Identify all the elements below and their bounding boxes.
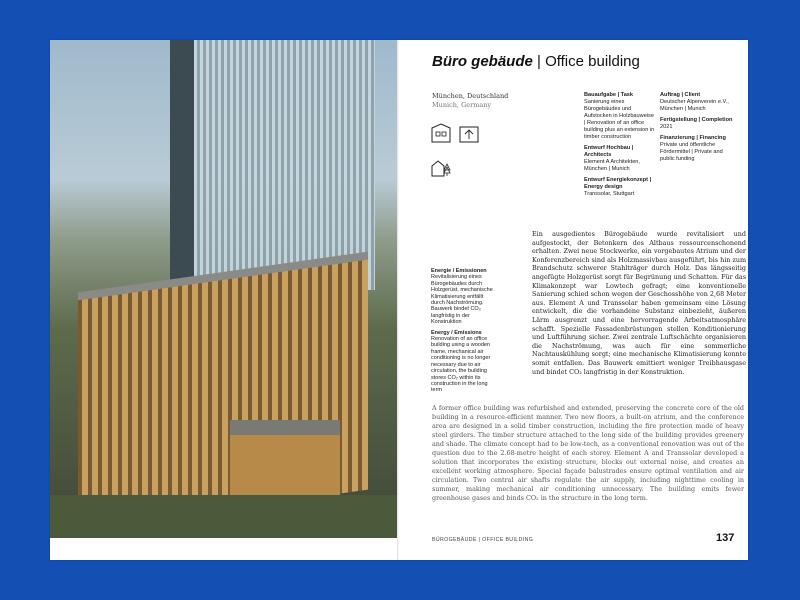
caption-de-label: Energie / Emissionen — [431, 268, 487, 274]
body-text-de: Ein ausgedientes Bürogebäude wurde revitalisiert und aufgestockt, der Betonkern des Altbaus ressourcenschonend erhalten. Zwei neue Stockwerke, ein vorgebautes Atrium und der Konferenzbereich sind als Holzmassivbau ausgeführt, bis hin zum Brandschutz schwerer Stahlträger durch Holz. Das längsseitig angefügte Holzgerüst sorgt für Begrünung und Schatten. Für das Klimakonzept war Lowtech gefragt; eine konventionelle Sanierung schied schon wegen der Geschosshöhe von 2,68 Meter aus. Element A und Transsolar haben gemeinsam eine Lösung entwickelt, die die vorhandene Substanz einbezieht, äußeren Lärm ausgrenzt und eine hervorragende Arbeitsatmosphäre schafft. Spezielle Fassadenbrüstungen stellen Konditionierung und Luftführung sicher. Zwei zentrale Luftschächte organisieren die Nachströmung, was auch für eine sommerliche Nachtauskühlung sorgt; eine mechanische Klimatisierung konnte somit entfallen. Das Bauwerk emittiert weniger Treibhausgase und bindet CO₂ langfristig in der Konstruktion. — [532, 230, 746, 376]
running-footer: BÜROGEBÄUDE | OFFICE BUILDING — [432, 537, 534, 543]
building-retrofit-icon — [430, 122, 452, 144]
architects-value: Element A Architekten, München | Munich — [584, 159, 640, 172]
title-de: Büro gebäude — [432, 53, 533, 70]
financing-value: Private und öffentliche Fördermittel | Private and public funding — [660, 142, 723, 162]
location-de: München, Deutschland — [432, 92, 509, 100]
house-tree-icon — [430, 156, 452, 178]
glass-tower — [185, 40, 375, 290]
caption-en-text: Renovation of an office building using a wooden frame, mechanical air conditioning is no longer necessary due to air circulation, the building stores CO₂ within its construction in the long term — [431, 336, 491, 394]
architects-label: Entwurf Hochbau | Architects — [584, 145, 634, 158]
building-photo — [50, 40, 397, 538]
financing-label: Finanzierung | Financing — [660, 135, 726, 141]
building-extension-icon — [458, 122, 480, 144]
client-label: Auftrag | Client — [660, 92, 701, 98]
task-label: Bauaufgabe | Task — [584, 92, 634, 98]
tower-edge — [170, 40, 194, 300]
page-title — [432, 53, 640, 70]
title-en: Office building — [545, 53, 640, 70]
caption-de-text: Revitalisierung eines Bürogebäudes durch Holzgerüst, mechanische Klimatisierung entfällt durch Nachströmung. Bauwerk bindet CO₂ langfristig in der Konstruktion — [431, 274, 493, 326]
client-value: Deutscher Alpenverein e.V., München | Munich — [660, 99, 729, 112]
photo-caption — [431, 268, 495, 394]
title-separator: | — [532, 53, 546, 70]
body-text-en: A former office building was refurbished and extended, preserving the concrete core of the old building in a resource-efficient manner. Two new floors, a built-on atrium, and the conference area are designed in a solid timber construction, including the fire protection made of heavy steel girders. The timber structure attached to the long side of the building provides greenery and shade. The climate concept had to be low-tech, as a conventional renovation was out of the question due to the 2.68-metre height of each storey. Element A and Transsolar developed a solution that incorporates the existing structure, blocks out external noise, and creates an excellent working atmosphere. Special façade balustrades ensure optimal ventilation and air circulation. Two central air shafts regulate the air supply, including nighttime cooling in summer, making mechanical air conditioning unnecessary. The building emits fewer greenhouse gases and binds CO₂ in the structure in the long term. — [432, 404, 744, 502]
meta-column-2 — [660, 92, 736, 167]
energy-design-value: Transsolar, Stuttgart — [584, 191, 635, 197]
task-value: Sanierung eines Bürogebäudes und Aufstocken in Holzbauweise | Renovation of an office building plus an extension in timber construction — [584, 99, 655, 140]
meta-column-1 — [584, 92, 656, 202]
location-en: Munich, Germany — [432, 101, 492, 109]
ground — [50, 495, 397, 538]
location — [432, 92, 508, 110]
magazine-spread — [50, 40, 748, 560]
gutter — [397, 40, 399, 560]
caption-en-label: Energy / Emissions — [431, 329, 482, 336]
energy-design-label: Entwurf Energiekonzept | Energy design — [584, 177, 652, 190]
page-number: 137 — [716, 532, 735, 544]
completion-value: 2021 — [660, 124, 673, 130]
completion-label: Fertigstellung | Completion — [660, 117, 733, 123]
